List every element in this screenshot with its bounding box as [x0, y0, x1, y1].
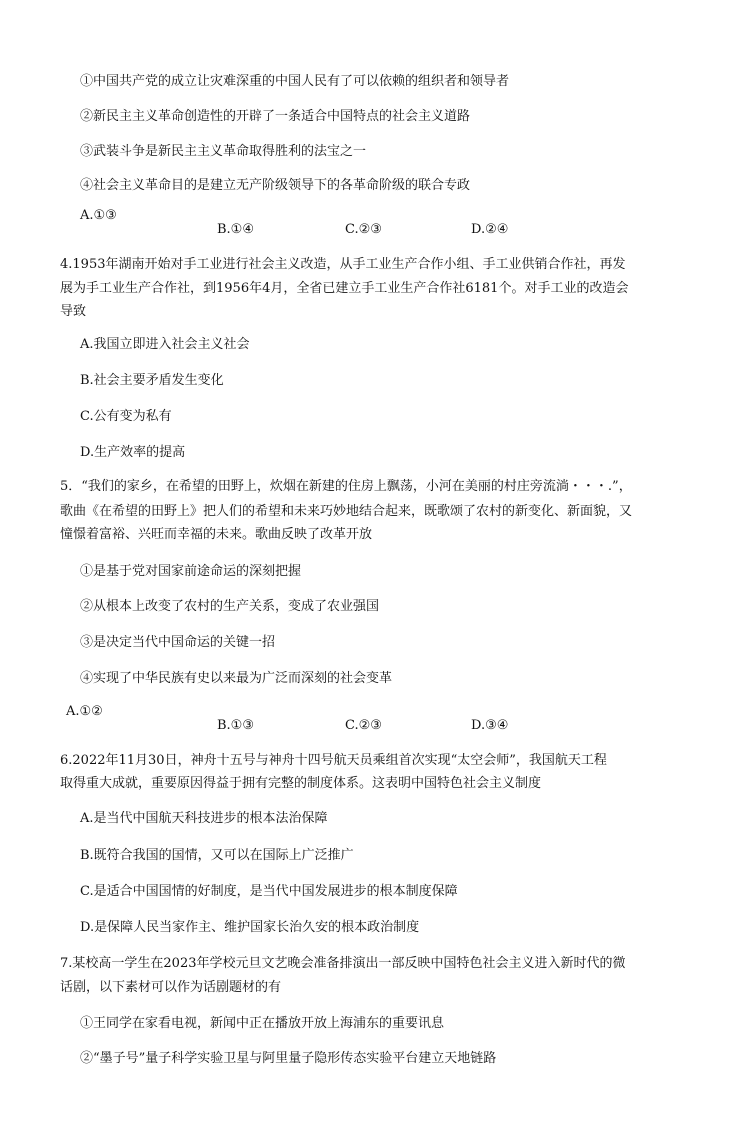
q3-option-a: A.①③ [80, 208, 117, 223]
q5-statement-3: ③是决定当代中国命运的关键一招 [80, 635, 276, 650]
q4-option-c: C.公有变为私有 [80, 409, 172, 424]
q6-option-d: D.是保障人民当家作主、维护国家长治久安的根本政治制度 [80, 920, 420, 935]
q4-stem-line-2: 展为手工业生产合作社，到1956年4月，全省已建立手工业生产合作社6181个。对手工业的改造会 [60, 281, 629, 296]
q4-option-b: B.社会主要矛盾发生变化 [80, 373, 224, 388]
q3-statement-2: ②新民主主义革命创造性的开辟了一条适合中国特点的社会主义道路 [80, 109, 471, 124]
q7-statement-1: ①王同学在家看电视，新闻中正在播放开放上海浦东的重要讯息 [80, 1016, 445, 1031]
q5-option-b: B.①③ [217, 718, 254, 733]
q7-stem-line-2: 话剧，以下素材可以作为话剧题材的有 [60, 980, 282, 995]
q3-statement-1: ①中国共产党的成立让灾难深重的中国人民有了可以依赖的组织者和领导者 [80, 74, 510, 89]
q7-stem-line-1: 7.某校高一学生在2023年学校元旦文艺晚会准备排演出一部反映中国特色社会主义进入新时代的微 [60, 956, 626, 971]
q5-option-c: C.②③ [345, 718, 382, 733]
q4-stem-line-3: 导致 [60, 304, 87, 319]
q3-statement-3: ③武装斗争是新民主主义革命取得胜利的法宝之一 [80, 144, 367, 159]
q4-option-d: D.生产效率的提高 [80, 445, 186, 460]
q3-option-d: D.②④ [471, 222, 509, 237]
q4-stem-line-1: 4.1953年湖南开始对手工业进行社会主义改造，从手工业生产合作小组、手工业供销合作社，再发 [60, 257, 626, 272]
q6-stem-line-1: 6.2022年11月30日，神舟十五号与神舟十四号航天员乘组首次实现“太空会师”，我国航天工程 [60, 753, 607, 768]
q5-statement-4: ④实现了中华民族有史以来最为广泛而深刻的社会变革 [80, 671, 393, 686]
q3-statement-4: ④社会主义革命目的是建立无产阶级领导下的各革命阶级的联合专政 [80, 178, 471, 193]
q5-option-d: D.③④ [471, 718, 509, 733]
q3-option-c: C.②③ [345, 222, 382, 237]
q6-option-b: B.既符合我国的国情，又可以在国际上广泛推广 [80, 848, 354, 863]
q5-stem-line-3: 憧憬着富裕、兴旺而幸福的未来。歌曲反映了改革开放 [60, 527, 373, 542]
q5-option-a: A.①② [66, 704, 103, 719]
q6-stem-line-2: 取得重大成就，重要原因得益于拥有完整的制度体系。这表明中国特色社会主义制度 [60, 776, 542, 791]
q5-stem-line-1: 5．“我们的家乡，在希望的田野上，炊烟在新建的住房上飘荡，小河在美丽的村庄旁流淌・・・.”， [60, 479, 632, 494]
q3-option-b: B.①④ [217, 222, 254, 237]
q5-statement-2: ②从根本上改变了农村的生产关系，变成了农业强国 [80, 599, 380, 614]
q4-option-a: A.我国立即进入社会主义社会 [80, 337, 250, 352]
q5-stem-line-2: 歌曲《在希望的田野上》把人们的希望和未来巧妙地结合起来，既歌颂了农村的新变化、新面貌，又 [60, 504, 633, 519]
q6-option-c: C.是适合中国国情的好制度，是当代中国发展进步的根本制度保障 [80, 884, 458, 899]
q6-option-a: A.是当代中国航天科技进步的根本法治保障 [80, 811, 328, 826]
q5-statement-1: ①是基于党对国家前途命运的深刻把握 [80, 564, 302, 579]
q7-statement-2: ②“墨子号”量子科学实验卫星与阿里量子隐形传态实验平台建立天地链路 [80, 1051, 497, 1066]
